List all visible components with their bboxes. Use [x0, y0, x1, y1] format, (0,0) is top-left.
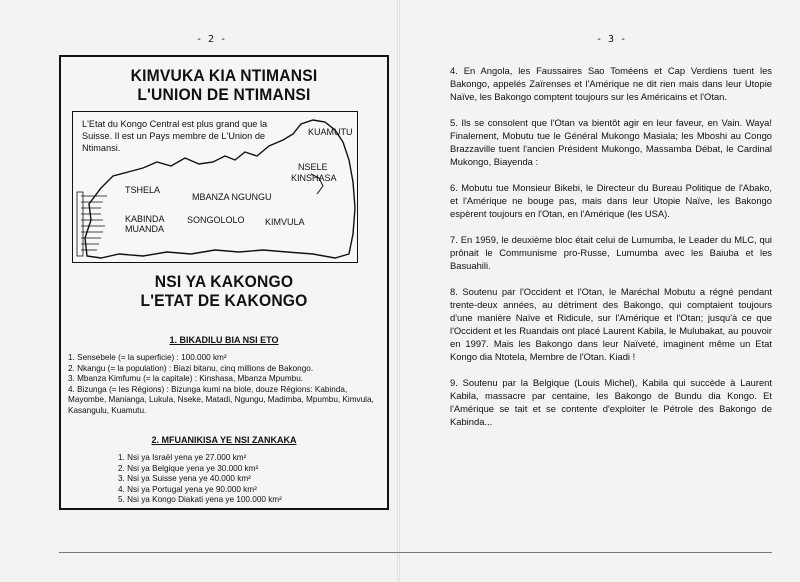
title-union-french: L'UNION DE NTIMANSI [137, 85, 311, 104]
map-label-kinshasa: KINSHASA [291, 173, 337, 183]
page-fold [397, 0, 400, 582]
page-number-left: - 2 - [196, 34, 227, 45]
page-bottom-rule [59, 552, 772, 553]
map-label-mbanza-ngungu: MBANZA NGUNGU [192, 192, 272, 202]
map-label-tshela: TSHELA [125, 185, 161, 195]
list-item: 1. Sensebele (= la superficie) : 100.000 km² [68, 353, 227, 362]
section-2-list [118, 453, 368, 506]
title-kakongo-french: L'ETAT DE KAKONGO [140, 291, 308, 310]
paragraph-4: 4. En Angola, les Faussaires Sao Toméens et Cap Verdiens tuent les Bakongo, appelés Zaïrenses et l'Amérique ne dit rien mais dans leur Utopie Naïve, les Bakongo comptent toujours sur les Américains et l'Otan. [450, 65, 772, 102]
paragraph-5: 5. Ils se consolent que l'Otan va bientôt agir en leur faveur, en Vain. Waya! Finalement, Mobutu tue le Général Mukongo Masiala; les Mboshi au Congo Brazzaville tuent l'ancien Président Mukongo, Massamba Débat, le Cardinal Mukongo, Biayenda : [450, 117, 772, 167]
list-item: 2. Nsi ya Belgique yena ye 30.000 km² [118, 463, 259, 473]
map-label-kabinda: KABINDA [125, 214, 165, 224]
paragraph-7: 7. En 1959, le deuxième bloc était celui de Lumumba, le Leader du MLC, qui prônait le Communisme pro-Russe, Lumumba avec les Baiuba et les Basuahili. [450, 234, 772, 271]
list-item: 4. Nsi ya Portugal yena ye 90.000 km² [118, 484, 257, 494]
list-item: 3. Nsi ya Suisse yena ye 40.000 km² [118, 474, 251, 484]
list-item: 4. Bizunga (= les Régions) : Bizunga kumi na biole, douze Régions: Kabinda, Mayombe, Manianga, Lukula, Nseke, Matadi, Ngungu, Madimba, Mpumbu, Kimvula, Kasangulu, Kuamutu. [68, 384, 374, 415]
section-1-list [68, 353, 376, 417]
map-label-kimvula: KIMVULA [265, 217, 305, 227]
list-item: 2. Nkangu (= la population) : Biazi bitanu, cinq millions de Bakongo. [68, 363, 314, 373]
paragraph-8: 8. Soutenu par l'Occident et l'Otan, le Maréchal Mobutu a régné pendant trente-deux années, au détriment des Bakongo, qui comptaient toujours d'une manière Naïve et Ridicule, sur l'Amérique et l'Otan; jusqu'à ce que l'Occident et les Ruandais ont placé Laurent Kabila, le Mulubakat, au pouvoir en 1997. Mais les Bakongo dans leur Naïveté, imaginent même un Etat Kongo dia Ntotela, Membre de l'Otan. Kiadi ! [450, 286, 772, 362]
paragraph-9: 9. Soutenu par la Belgique (Louis Michel), Kabila qui succède à Laurent Kabila, massacre par centaine, les Bakongo de Bundu dia Kongo. Et l'Amérique se tait et se contente d'exploiter le Pétrole des Bakongo de Kabinda... [450, 377, 772, 427]
map-label-nsele: NSELE [298, 162, 328, 172]
map-label-songololo: SONGOLOLO [187, 215, 245, 225]
list-item: 3. Mbanza Kimfumu (= la capitale) : Kinshasa, Mbanza Mpumbu. [68, 374, 304, 384]
title-kakongo: NSI YA KAKONGO [154, 272, 294, 291]
paragraph-6: 6. Mobutu tue Monsieur Bikebi, le Directeur du Bureau Politique de l'Abako, et l'Amérique ne bouge pas, mais dans leur Utopie Naïve, les Bakongo espèrent toujours en l'Otan, en l'Amérique (les USA). [450, 182, 772, 219]
map-frame [72, 111, 358, 263]
map-label-muanda: MUANDA [125, 224, 165, 234]
title-union-kongo: KIMVUKA KIA NTIMANSI [130, 66, 318, 85]
list-item: 1. Nsi ya Israël yena ye 27.000 km² [118, 453, 247, 462]
list-item: 5. Nsi ya Kongo Diakati yena ye 100.000 km² [118, 495, 282, 505]
map-intro-text: L'Etat du Kongo Central est plus grand que la Suisse. Il est un Pays membre de L'Union de Ntimansi. [82, 119, 268, 153]
map-label-kuamutu: KUAMUTU [308, 127, 353, 137]
page-number-right: - 3 - [596, 34, 627, 45]
left-page-frame [59, 55, 389, 510]
section-2-title: 2. MFUANIKISA YE NSI ZANKAKA [151, 435, 297, 445]
right-page-text [450, 64, 772, 441]
section-1-title: 1. BIKADILU BIA NSI ETO [169, 335, 279, 345]
